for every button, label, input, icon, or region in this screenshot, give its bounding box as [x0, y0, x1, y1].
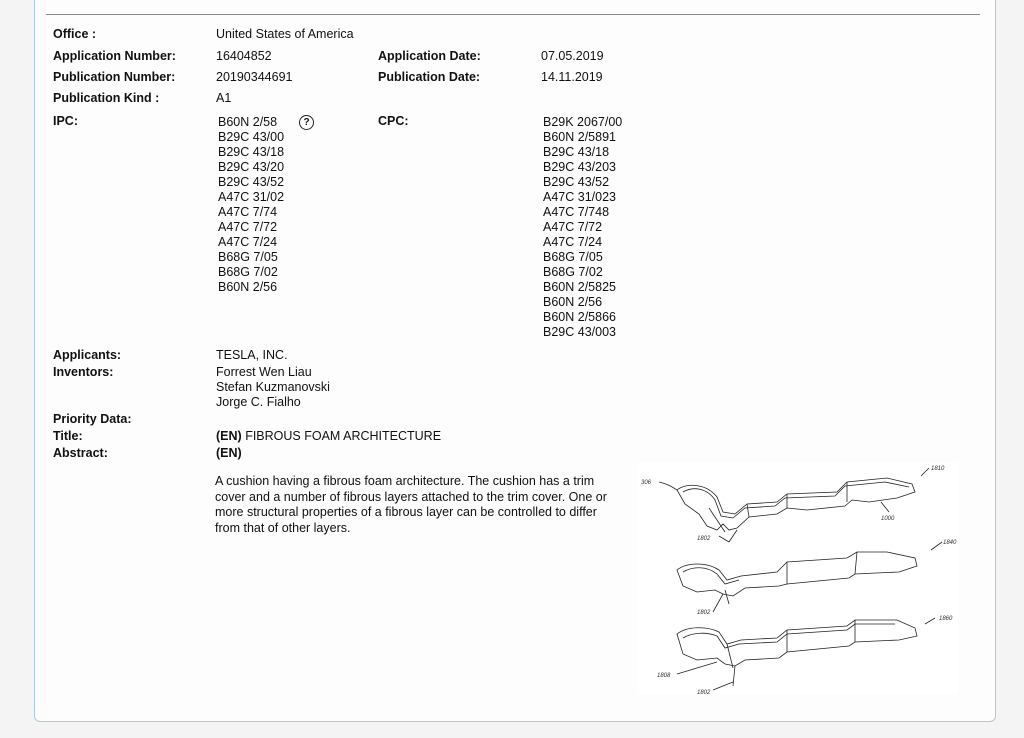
drawing-label: 306 [641, 480, 652, 486]
title-value [216, 429, 441, 443]
inventor-name: Forrest Wen Liau [216, 365, 312, 379]
ipc-code[interactable]: B29C 43/00 [218, 130, 285, 144]
ipc-code[interactable]: B29C 43/18 [218, 145, 285, 159]
drawing-label: 1840 [943, 540, 957, 546]
priority-data-label: Priority Data: [53, 412, 132, 426]
ipc-code[interactable]: B68G 7/02 [218, 265, 278, 279]
cpc-code[interactable]: A47C 31/023 [543, 190, 616, 204]
applicants-label: Applicants: [53, 348, 122, 362]
cpc-label: CPC: [378, 114, 409, 128]
cpc-code[interactable]: B68G 7/02 [543, 265, 603, 279]
abstract-lang: (EN) [216, 446, 242, 460]
cpc-code[interactable]: B68G 7/05 [543, 250, 603, 264]
publication-number-label: Publication Number: [53, 70, 176, 84]
cpc-code[interactable]: B29C 43/003 [543, 325, 616, 339]
publication-kind-label: Publication Kind : [53, 91, 160, 105]
application-number-label: Application Number: [53, 49, 176, 63]
ipc-code[interactable]: B60N 2/58 [218, 115, 278, 129]
cpc-code-list [543, 115, 622, 340]
help-icon[interactable]: ? [299, 115, 314, 130]
title-label: Title: [53, 429, 83, 443]
drawing-label: 1802 [697, 610, 711, 616]
drawing-label: 1802 [697, 536, 711, 542]
cpc-code[interactable]: B60N 2/56 [543, 295, 603, 309]
applicants-value: TESLA, INC. [216, 348, 288, 362]
application-date-value: 07.05.2019 [541, 49, 604, 63]
publication-number-value: 20190344691 [216, 70, 293, 84]
drawing-label: 1860 [939, 616, 953, 622]
ipc-code[interactable]: A47C 7/24 [218, 235, 278, 249]
office-label: Office : [53, 27, 97, 41]
inventors-label: Inventors: [53, 365, 114, 379]
ipc-code[interactable]: B60N 2/56 [218, 280, 278, 294]
cpc-code[interactable]: B29C 43/203 [543, 160, 616, 174]
cpc-code[interactable]: A47C 7/72 [543, 220, 603, 234]
application-number-value: 16404852 [216, 49, 272, 63]
title-lang: (EN) [216, 429, 242, 443]
office-value: United States of America [216, 27, 354, 41]
ipc-code[interactable]: A47C 7/72 [218, 220, 278, 234]
inventors-list [216, 365, 330, 410]
ipc-code[interactable]: A47C 31/02 [218, 190, 285, 204]
drawing-label: 1810 [931, 466, 945, 472]
inventor-name: Stefan Kuzmanovski [216, 380, 330, 394]
cpc-code[interactable]: B60N 2/5866 [543, 310, 616, 324]
ipc-code[interactable]: B68G 7/05 [218, 250, 278, 264]
inventor-name: Jorge C. Fialho [216, 395, 301, 409]
cpc-code[interactable]: B60N 2/5891 [543, 130, 616, 144]
title-text: FIBROUS FOAM ARCHITECTURE [245, 429, 442, 443]
drawing-label: 1802 [697, 690, 711, 694]
cpc-code[interactable]: B29C 43/52 [543, 175, 610, 189]
publication-date-label: Publication Date: [378, 70, 481, 84]
publication-kind-value: A1 [216, 91, 232, 105]
abstract-label: Abstract: [53, 446, 108, 460]
publication-date-value: 14.11.2019 [541, 70, 603, 84]
cpc-code[interactable]: B60N 2/5825 [543, 280, 616, 294]
ipc-label: IPC: [53, 114, 78, 128]
application-date-label: Application Date: [378, 49, 481, 63]
ipc-code-list [218, 115, 284, 295]
ipc-code[interactable]: B29C 43/20 [218, 160, 285, 174]
drawing-label: 1808 [657, 673, 671, 679]
ipc-code[interactable]: A47C 7/74 [218, 205, 278, 219]
patent-drawing[interactable] [637, 462, 958, 694]
cpc-code[interactable]: B29C 43/18 [543, 145, 610, 159]
drawing-label: 1000 [881, 516, 895, 522]
cpc-code[interactable]: A47C 7/24 [543, 235, 603, 249]
cushion-drawing-svg [637, 462, 958, 694]
abstract-text: A cushion having a fibrous foam architecture. The cushion has a trim cover and a number of fibrous layers attached to the trim cover. One or more structural properties of a fibrous layer can be controlled to differ from that of other layers. [215, 474, 607, 535]
cpc-code[interactable]: A47C 7/748 [543, 205, 610, 219]
ipc-code[interactable]: B29C 43/52 [218, 175, 285, 189]
divider [46, 14, 980, 15]
cpc-code[interactable]: B29K 2067/00 [543, 115, 623, 129]
